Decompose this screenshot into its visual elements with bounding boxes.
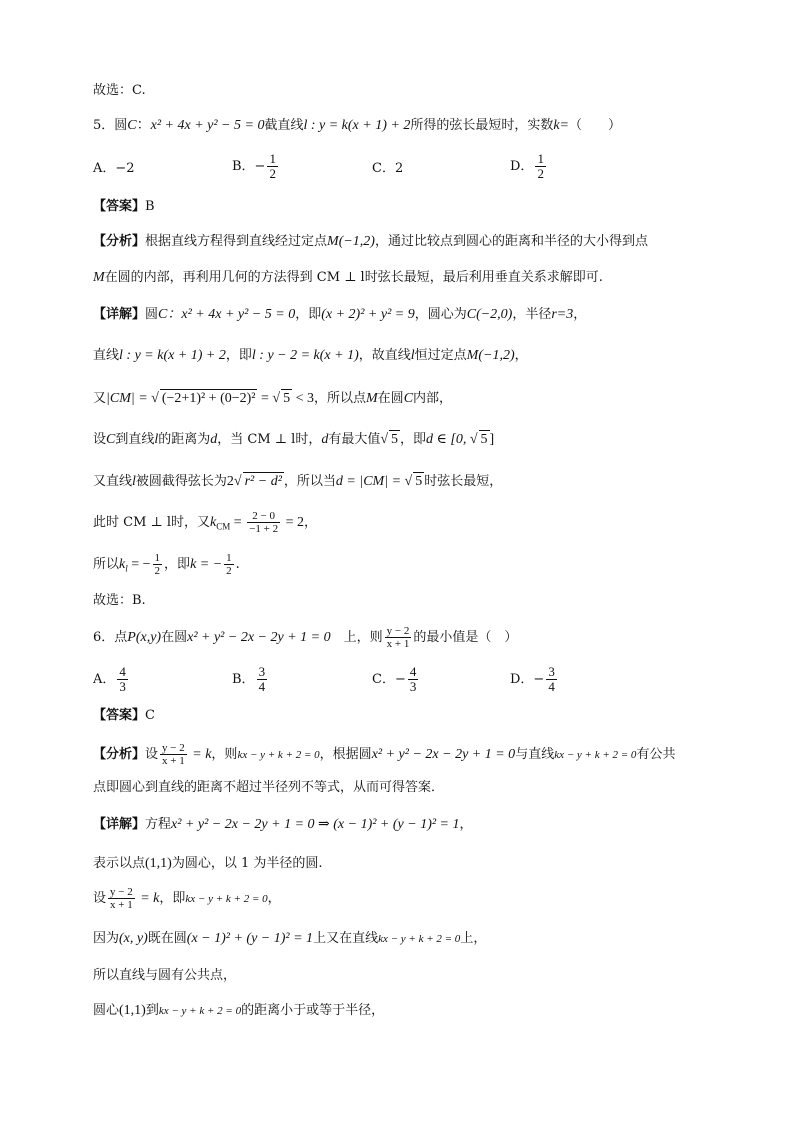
text-fragment: 1 — [537, 151, 544, 166]
text-fragment: k — [210, 515, 217, 530]
fraction — [117, 665, 128, 694]
text-fragment: (x + 2)² + y² = 9 — [321, 307, 415, 322]
text-fragment: 恒过定点 — [414, 348, 467, 363]
text-fragment: d = |CM| = — [335, 474, 405, 489]
fraction — [153, 552, 163, 577]
text-line — [93, 552, 240, 578]
text-fragment: (x − 1)² + (y − 1)² = 1 — [186, 931, 314, 946]
text-fragment: k = − — [190, 557, 223, 572]
text-fragment: d — [210, 432, 218, 447]
text-fragment: kx − y + k + 2 = 0 — [554, 749, 637, 761]
analysis-line — [93, 742, 675, 767]
text-fragment: 1 — [226, 552, 232, 564]
detail-line — [93, 306, 586, 324]
text-fragment: 与直线 — [515, 747, 555, 762]
text-fragment: k — [119, 557, 126, 572]
text-fragment: x + 1 — [162, 755, 185, 767]
text-fragment: M(−1,2) — [466, 348, 515, 363]
text-fragment: (1,1) — [119, 1003, 146, 1018]
text-line — [93, 269, 603, 287]
text-fragment: 4 — [409, 664, 417, 679]
text-fragment: x² + y² − 2x − 2y + 1 = 0 — [187, 630, 331, 645]
text-fragment: 4 — [548, 679, 555, 694]
text-fragment: 5 — [480, 432, 488, 447]
text-fragment: x² + y² − 2x − 2y + 1 = 0 — [371, 747, 516, 762]
text-fragment: 6．点 — [93, 630, 128, 645]
math: k= — [553, 118, 570, 133]
text-fragment: 在圆 — [161, 630, 188, 645]
text-fragment: 2 — [537, 166, 544, 181]
text-fragment: 到直线 — [115, 432, 155, 447]
text-fragment: 表示以点 — [93, 856, 146, 871]
text-fragment: 2 — [269, 166, 276, 181]
text-fragment: (x, y) — [119, 931, 148, 946]
text-fragment: C．− — [372, 672, 406, 687]
text-fragment: 1 — [154, 552, 161, 564]
detail-tag: 【详解】 — [93, 307, 146, 322]
text-line: 又直线l被圆截得弦长为2√ r² − d² ，所以当d = |CM| = √ 5 时弦长最短， — [93, 474, 503, 489]
text-fragment: ， — [459, 817, 473, 832]
text-fragment: −1 + 2 — [249, 523, 279, 535]
text-fragment: x² + y² − 2x − 2y + 1 = 0 ⇒ (x − 1)² + (y − 1)² = 1 — [171, 817, 460, 832]
answer-tag: 【答案】 — [93, 708, 146, 723]
option-a — [93, 665, 130, 694]
text-fragment: y − 2 — [110, 886, 133, 898]
detail-line — [93, 816, 473, 834]
text-line: 设C到直线l的距离为d，当 CM ⊥ l时，d有最大值√ 5 ，即d ∈ [0, √ 5 ] — [93, 432, 495, 447]
text-fragment: 上又在直线 — [313, 931, 379, 946]
text-fragment: 故选：B. — [93, 593, 146, 608]
text-fragment: M — [366, 391, 378, 406]
fraction — [224, 552, 234, 577]
text-fragment: = 2 — [282, 515, 305, 530]
text: D． — [510, 159, 534, 174]
text-fragment: 又直线 — [93, 474, 133, 489]
text-fragment: 方程 — [145, 817, 172, 832]
option-d — [510, 152, 548, 181]
text-fragment: 所以 — [93, 557, 120, 572]
text-fragment: (−2+1)² + (0−2)² — [161, 391, 256, 406]
text-fragment: 为圆心，以 1 为半径的圆. — [171, 856, 323, 871]
math: x² + 4x + y² − 5 = 0 — [150, 118, 265, 133]
text-fragment: 3 — [258, 664, 266, 679]
text-fragment: x + 1 — [110, 899, 133, 911]
text: 截直线 — [264, 118, 304, 133]
analysis-tag: 【分析】 — [93, 747, 146, 762]
text-fragment: C：x² + 4x + y² − 5 = 0 — [158, 307, 296, 322]
text-fragment: 有最大值 — [328, 432, 381, 447]
text-fragment: = − — [127, 557, 151, 572]
text: 在圆的内部，再利用几何的方法得到 CM ⊥ l时弦长最短，最后利用垂直关系求解即可. — [104, 270, 603, 285]
text-fragment: ，圆心为 — [414, 307, 467, 322]
text-fragment: 的距离小于或等于半径， — [241, 1003, 385, 1018]
option-c — [372, 160, 403, 178]
text-fragment: ，则 — [211, 747, 238, 762]
text: ，通过比较点到圆心的距离和半径的大小得到点 — [374, 234, 648, 249]
text-fragment: ，故直线 — [358, 348, 411, 363]
text-fragment: kx − y + k + 2 = 0 — [378, 933, 461, 945]
fraction — [535, 152, 546, 181]
text-fragment: A． — [93, 672, 116, 687]
text-fragment: |CM| = — [106, 391, 152, 406]
text-fragment: 内部， — [413, 391, 453, 406]
text-fragment: = — [257, 391, 273, 406]
text-line — [93, 82, 146, 100]
text-line — [93, 592, 146, 610]
text-fragment: 圆 — [145, 307, 159, 322]
detail-tag: 【详解】 — [93, 817, 146, 832]
math: M(−1,2) — [327, 234, 375, 249]
text-fragment: 5 — [415, 474, 423, 489]
text-fragment: 既在圆 — [147, 931, 187, 946]
text-fragment: d ∈ [0, — [426, 432, 470, 447]
text-line — [93, 967, 236, 985]
text-fragment: l — [154, 432, 159, 447]
text-fragment: l : y = k(x + 1) + 2 — [119, 348, 226, 363]
text-fragment: C(−2,0) — [466, 307, 513, 322]
text-fragment: 上，则 — [330, 630, 383, 645]
text-fragment: y − 2 — [386, 625, 410, 637]
text-fragment: r=3 — [551, 307, 574, 322]
text-line — [93, 1002, 384, 1020]
text-fragment: 上， — [460, 931, 487, 946]
text-fragment: ] — [489, 432, 495, 447]
fraction — [408, 665, 419, 694]
text-fragment: ，半径 — [512, 307, 552, 322]
math: l : y = k(x + 1) + 2 — [303, 118, 411, 133]
text-line — [93, 347, 528, 365]
text-fragment: 1 — [269, 151, 276, 166]
math: C — [127, 118, 137, 133]
text-fragment: 点即圆心到直线的距离不超过半径列不等式，从而可得答案． — [93, 780, 445, 795]
text-fragment: P(x,y) — [127, 630, 162, 645]
text-fragment: 圆心 — [93, 1003, 120, 1018]
text-fragment: l — [410, 348, 415, 363]
text-fragment: l — [132, 474, 136, 489]
text-fragment: 2 — [226, 565, 232, 577]
text-fragment: 到 — [145, 1003, 159, 1018]
text-fragment: 2 — [226, 474, 234, 489]
text: A．−2 — [93, 161, 135, 176]
text-fragment: 直线 — [93, 348, 120, 363]
text: 故选：C. — [93, 83, 146, 98]
text-fragment: ， — [514, 348, 528, 363]
text-fragment: kx − y + k + 2 = 0 — [185, 893, 268, 905]
text-fragment: 2 − 0 — [252, 510, 275, 522]
text-fragment: = k — [136, 891, 160, 906]
text-fragment: 设 — [93, 891, 107, 906]
text-fragment: d — [321, 432, 329, 447]
text-fragment: ，当 CM ⊥ l时， — [217, 432, 322, 447]
fraction — [546, 665, 557, 694]
text-line: 又|CM| = √ (−2+1)² + (0−2)² = √ 5 < 3，所以点M在圆C内部， — [93, 391, 453, 406]
text-fragment: 3 — [409, 679, 417, 694]
text-fragment: 4 — [258, 679, 266, 694]
text-fragment: . — [235, 557, 240, 572]
text-line — [93, 855, 323, 873]
text-fragment: = k — [188, 747, 212, 762]
text-fragment: ，所以点 — [313, 391, 366, 406]
text-fragment: ，所以当 — [283, 474, 336, 489]
text-fragment: 有公共 — [636, 747, 676, 762]
fraction — [267, 152, 278, 181]
text-fragment: 被圆截得弦长为 — [135, 474, 227, 489]
text-fragment: ，即 — [295, 307, 322, 322]
option-b — [232, 152, 280, 181]
analysis-line — [93, 233, 648, 251]
text-fragment: (1,1) — [145, 856, 172, 871]
text-fragment: y − 2 — [162, 742, 185, 754]
option-c — [372, 665, 420, 694]
text-fragment: 时弦长最短， — [424, 474, 503, 489]
text-fragment: l : y − 2 = k(x + 1) — [251, 348, 359, 363]
text-line — [93, 510, 317, 536]
text-fragment: 设 — [145, 747, 159, 762]
answer-line — [93, 707, 155, 725]
option-a — [93, 160, 135, 178]
fraction — [247, 510, 280, 535]
text-fragment: = — [230, 515, 246, 530]
fraction — [385, 625, 412, 650]
fraction — [108, 886, 135, 911]
text-fragment: C — [106, 432, 116, 447]
text-fragment: l — [125, 563, 128, 574]
text-fragment: 在圆 — [377, 391, 404, 406]
text-fragment: ，即 — [225, 348, 252, 363]
text: 所得的弦长最短时，实数 — [410, 118, 554, 133]
text-fragment: 此时 CM ⊥ l时，又 — [93, 515, 211, 530]
text-fragment: 5 — [391, 432, 399, 447]
text-fragment: 的距离为 — [158, 432, 211, 447]
text: 根据直线方程得到直线经过定点 — [145, 234, 328, 249]
text-line — [93, 779, 444, 797]
text-fragment: 又 — [93, 391, 107, 406]
fraction — [160, 742, 187, 767]
answer-tag: 【答案】 — [93, 199, 146, 214]
text-fragment: < 3 — [292, 391, 314, 406]
analysis-tag: 【分析】 — [93, 234, 146, 249]
answer-value: C — [145, 708, 155, 723]
text-fragment: 3 — [119, 679, 126, 694]
text-fragment: ， — [304, 515, 318, 530]
text-fragment: ，即 — [159, 891, 186, 906]
text-fragment: ，根据圆 — [319, 747, 372, 762]
text-fragment: 因为 — [93, 931, 120, 946]
text: 5．圆 — [93, 118, 128, 133]
math: M — [93, 270, 105, 285]
text-fragment: 3 — [548, 664, 555, 679]
option-b — [232, 665, 269, 694]
question-5-stem: 5．圆C：x² + 4x + y² − 5 = 0截直线l : y = k(x + 1) + 2所得的弦长最短时，实数k=（ ） — [93, 118, 622, 133]
text-fragment: 2 — [154, 565, 161, 577]
text-fragment: ， — [267, 891, 281, 906]
text-line — [93, 886, 281, 911]
text: C．2 — [372, 161, 404, 176]
text-fragment: ，即 — [164, 557, 191, 572]
text-fragment: kx − y + k + 2 = 0 — [237, 749, 320, 761]
question-6-stem — [93, 625, 517, 650]
text-fragment: 设 — [93, 432, 107, 447]
text-fragment: ，即 — [400, 432, 427, 447]
fraction — [257, 665, 268, 694]
text-fragment: 4 — [119, 664, 126, 679]
text-fragment: ， — [573, 307, 587, 322]
text-fragment: r² − d² — [244, 474, 282, 489]
answer-line — [93, 198, 155, 216]
text-fragment: x + 1 — [386, 638, 410, 650]
answer-value: B — [145, 199, 155, 214]
text-fragment: B． — [232, 672, 255, 687]
text-fragment: 所以直线与圆有公共点， — [93, 968, 237, 983]
option-d — [510, 665, 559, 694]
text-fragment: kx − y + k + 2 = 0 — [158, 1005, 242, 1017]
text-fragment: C — [403, 391, 414, 406]
text-fragment: CM — [216, 521, 231, 532]
text-fragment: 5 — [283, 391, 291, 406]
text-line — [93, 930, 486, 948]
text: （ ） — [569, 118, 622, 133]
text: B．− — [232, 159, 266, 174]
text-fragment: D．− — [510, 672, 545, 687]
text-fragment: 的最小值是（ ） — [413, 630, 518, 645]
